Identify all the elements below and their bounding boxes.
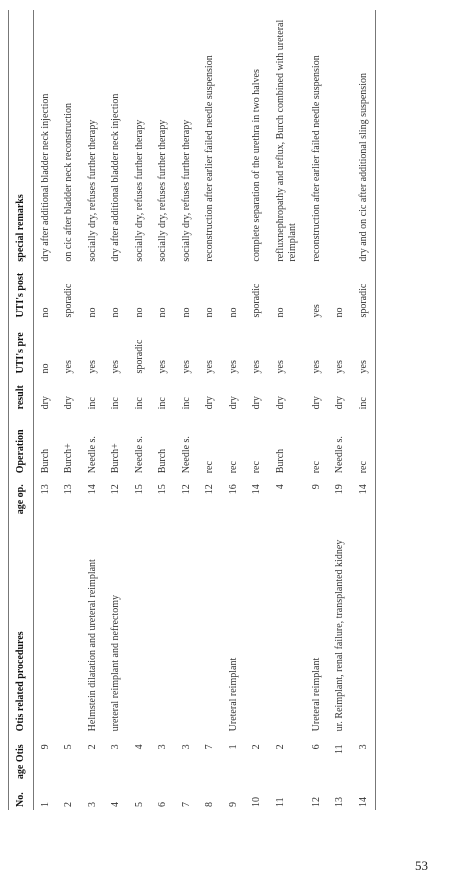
cell-uti-pre: yes: [334, 360, 345, 374]
cell-age-otis: 3: [357, 744, 369, 750]
cell-age-otis: 3: [157, 744, 168, 750]
table-row: [175, 10, 199, 810]
cell-operation: rec: [251, 461, 262, 474]
cell-uti-post: no: [86, 307, 98, 318]
cell-result: dry: [251, 396, 262, 410]
cell-no: 14: [357, 797, 369, 807]
table-row: [245, 10, 269, 810]
cell-result: inc: [110, 397, 121, 410]
cell-age-otis: 11: [334, 744, 345, 754]
cell-uti-post: no: [110, 307, 121, 318]
cell-uti-post: no: [204, 307, 215, 318]
cell-remarks: [222, 10, 246, 265]
cell-age-op: 12: [180, 484, 192, 495]
cell-age-otis: 2: [251, 744, 262, 750]
table-row: [104, 10, 128, 810]
cell-procedures: Ureteral reimplant: [227, 657, 239, 732]
cell-result: inc: [157, 397, 168, 410]
cell-age-op: 19: [334, 484, 345, 495]
patient-table: [8, 10, 376, 810]
cell-uti-post: yes: [310, 304, 322, 318]
cell-procedures: Ureteral reimplant: [310, 657, 322, 732]
cell-age-op: 14: [251, 484, 262, 495]
cell-age-op: 9: [310, 484, 322, 490]
cell-remarks: socially dry, refuses further therapy: [157, 119, 168, 262]
cell-remarks: dry after additional bladder neck injection: [110, 93, 121, 262]
cell-age-op: 4: [274, 484, 286, 490]
cell-no: 5: [133, 802, 145, 807]
cell-age-op: 16: [227, 484, 239, 495]
cell-result: dry: [39, 396, 51, 410]
cell-age-otis: 3: [110, 744, 121, 750]
cell-procedures: [269, 529, 305, 734]
cell-result: dry: [274, 396, 286, 410]
cell-no: 4: [110, 802, 121, 807]
table-row: [352, 10, 376, 810]
col-header-remarks: special remarks: [15, 194, 26, 262]
cell-age-otis: 7: [204, 744, 215, 750]
cell-result: inc: [180, 397, 192, 410]
col-header-age-op: age op.: [15, 484, 26, 515]
cell-result: inc: [357, 397, 369, 410]
cell-uti-pre: yes: [180, 360, 192, 374]
cell-no: 2: [63, 802, 74, 807]
col-header-uti-pre: UTI's pre: [15, 332, 26, 374]
cell-no: 11: [274, 797, 286, 807]
cell-no: 10: [251, 797, 262, 807]
table-row: [269, 10, 305, 810]
cell-age-otis: 1: [227, 744, 239, 750]
cell-uti-pre: yes: [274, 360, 286, 374]
cell-procedures: ureteral reimplant and nefrectomy: [110, 595, 121, 732]
cell-result: dry: [63, 396, 74, 410]
cell-no: 8: [204, 802, 215, 807]
cell-procedures: [175, 529, 199, 734]
cell-operation: rec: [310, 461, 322, 474]
table-row: [151, 10, 175, 810]
cell-result: inc: [133, 397, 145, 410]
cell-procedures: [128, 529, 152, 734]
cell-operation: Needle s.: [334, 436, 345, 474]
cell-result: dry: [204, 396, 215, 410]
table-row: [328, 10, 352, 810]
cell-no: 1: [39, 802, 51, 807]
table-row: [33, 10, 57, 810]
cell-remarks: dry after additional bladder neck injection: [39, 93, 51, 262]
cell-procedures: [57, 529, 81, 734]
cell-uti-pre: yes: [227, 360, 239, 374]
cell-procedures: [198, 529, 222, 734]
cell-remarks: reconstruction after earlier failed needle suspension: [310, 55, 322, 262]
cell-age-otis: 6: [310, 744, 322, 750]
cell-operation: Needle s.: [180, 436, 192, 474]
cell-procedures: ur. Reimplant, renal failure, transplanted kidney: [334, 539, 345, 732]
cell-result: dry: [334, 396, 345, 410]
cell-remarks: [328, 10, 352, 265]
cell-uti-post: no: [39, 307, 51, 318]
cell-procedures: [33, 529, 57, 734]
cell-uti-pre: yes: [157, 360, 168, 374]
cell-no: 7: [180, 802, 192, 807]
cell-age-otis: 2: [86, 744, 98, 750]
cell-remarks: complete separation of the urethra in two halves: [251, 69, 262, 262]
cell-remarks: on cic after bladder neck reconstruction: [63, 103, 74, 262]
col-header-age-otis: age Otis: [15, 744, 26, 780]
cell-operation: rec: [204, 461, 215, 474]
table-row: [128, 10, 152, 810]
cell-age-otis: 9: [39, 744, 51, 750]
cell-age-otis: 5: [63, 744, 74, 750]
cell-age-otis: 3: [180, 744, 192, 750]
cell-uti-post: no: [227, 307, 239, 318]
rotated-table-wrapper: [8, 10, 458, 810]
cell-result: dry: [310, 396, 322, 410]
cell-age-otis: 4: [133, 744, 145, 750]
cell-operation: Burch: [274, 448, 286, 474]
cell-no: 12: [310, 797, 322, 807]
cell-age-otis: 2: [274, 744, 286, 750]
cell-operation: rec: [357, 461, 369, 474]
cell-uti-post: no: [334, 307, 345, 318]
cell-procedures: [151, 529, 175, 734]
cell-operation: Burch+: [63, 443, 74, 474]
col-header-no: No.: [15, 792, 26, 807]
cell-age-op: 12: [110, 484, 121, 495]
table-body: [33, 10, 376, 810]
cell-operation: Burch: [157, 448, 168, 474]
cell-uti-post: sporadic: [357, 283, 369, 318]
cell-uti-pre: yes: [110, 360, 121, 374]
cell-uti-pre: yes: [310, 360, 322, 374]
cell-operation: rec: [227, 461, 239, 474]
cell-uti-post: no: [157, 307, 168, 318]
cell-procedures: Helmstein dilatation and ureteral reimplant: [86, 559, 98, 732]
cell-remarks: socially dry, refuses further therapy: [180, 119, 192, 262]
cell-age-op: 14: [86, 484, 98, 495]
cell-no: 3: [86, 802, 98, 807]
cell-age-op: 15: [133, 484, 145, 495]
cell-age-op: 12: [204, 484, 215, 495]
cell-uti-pre: no: [39, 363, 51, 374]
col-header-uti-post: UTI's post: [15, 272, 26, 318]
table-row: [198, 10, 222, 810]
cell-procedures: [352, 529, 376, 734]
cell-uti-pre: yes: [204, 360, 215, 374]
table-header-row: [9, 10, 34, 810]
cell-uti-pre: yes: [251, 360, 262, 374]
table-row: [57, 10, 81, 810]
col-header-operation: Operation: [15, 429, 26, 474]
cell-no: 6: [157, 802, 168, 807]
cell-remarks: refluxnephropathy and reflux, Burch combined with ureteral reimplant: [274, 19, 298, 262]
cell-operation: Burch: [39, 448, 51, 474]
cell-age-op: 15: [157, 484, 168, 495]
table-row: [81, 10, 105, 810]
cell-uti-post: sporadic: [63, 283, 74, 318]
cell-operation: Burch+: [110, 443, 121, 474]
cell-uti-post: no: [180, 307, 192, 318]
cell-result: inc: [86, 397, 98, 410]
cell-uti-pre: yes: [63, 360, 74, 374]
cell-age-op: 13: [63, 484, 74, 495]
cell-result: dry: [227, 396, 239, 410]
cell-remarks: socially dry, refuses further therapy: [133, 119, 145, 262]
col-header-procedures: Otis related procedures: [15, 631, 26, 732]
cell-uti-pre: yes: [86, 360, 98, 374]
table-row: [222, 10, 246, 810]
cell-no: 9: [227, 802, 239, 807]
page-number: 53: [415, 858, 428, 873]
cell-uti-post: no: [133, 307, 145, 318]
cell-uti-post: sporadic: [251, 283, 262, 318]
cell-age-op: 13: [39, 484, 51, 495]
cell-remarks: socially dry, refuses further therapy: [86, 119, 98, 262]
cell-age-op: 14: [357, 484, 369, 495]
cell-remarks: dry and on cic after additional sling suspension: [357, 73, 369, 262]
cell-uti-pre: sporadic: [133, 339, 145, 374]
cell-uti-pre: yes: [357, 360, 369, 374]
col-header-result: result: [15, 385, 26, 410]
cell-procedures: [245, 529, 269, 734]
cell-no: 13: [334, 797, 345, 807]
cell-operation: Needle s.: [86, 436, 98, 474]
cell-remarks: reconstruction after earlier failed needle suspension: [204, 55, 215, 262]
cell-operation: Needle s.: [133, 436, 145, 474]
cell-uti-post: no: [274, 307, 286, 318]
table-row: [305, 10, 329, 810]
